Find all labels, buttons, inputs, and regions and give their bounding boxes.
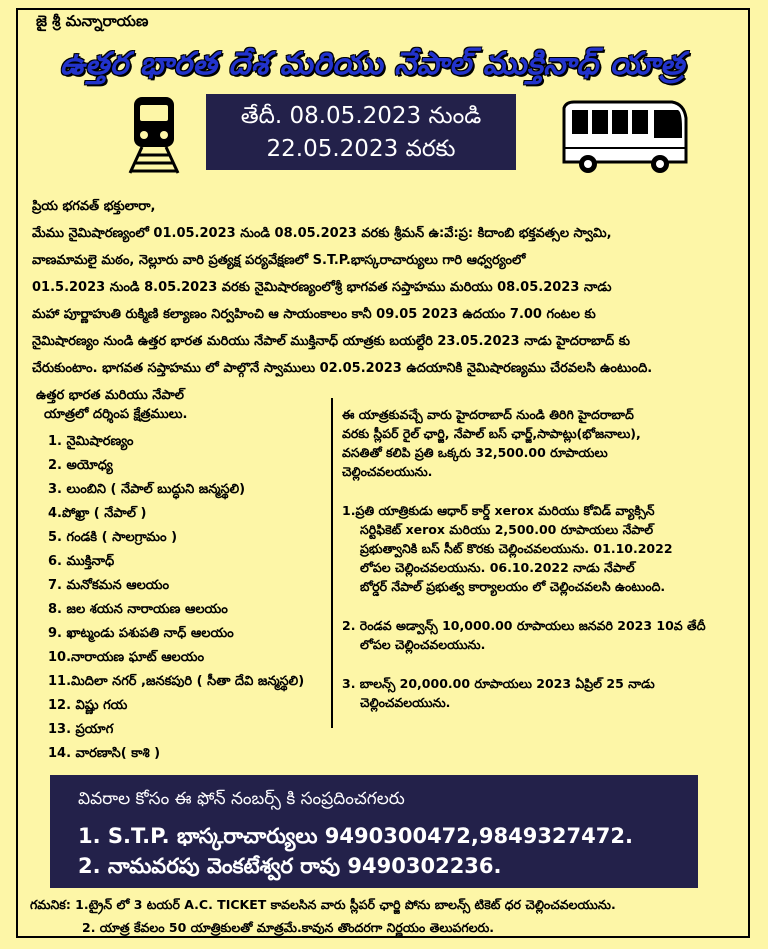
- contact-line-1: 1. S.T.P. భాస్కరాచార్యులు 9490300472,9849327472.: [78, 824, 633, 848]
- terms-section: [342, 405, 742, 712]
- list-item: 9. ఖాట్మండు పశుపతి నాధ్ ఆలయం: [48, 626, 234, 641]
- list-item: 8. జల శయన నారాయణ ఆలయం: [48, 602, 228, 617]
- terms-line: ప్రభుత్వానికి బస్ సీట్ కొరకు చెల్లించవలయును. 01.10.2022: [360, 541, 673, 556]
- page-title: ఉత్తర భారత దేశ మరియు నేపాల్ ముక్తినాధ్ యాత్ర: [60, 46, 685, 82]
- list-item: 7. మనోకమన ఆలయం: [48, 578, 170, 593]
- places-title-2: యాత్రలో దర్శింప క్షేత్రములు.: [44, 407, 188, 422]
- note-line-1: గమనిక: 1.ట్రైన్ లో 3 టయర్ A.C. TICKET కావలసిన వారు స్లీపర్ ఛార్జి పోను బాలన్స్ టికెట్ ధర చెల్లించవలయును.: [30, 897, 616, 912]
- list-item: 13. ప్రయాగ: [48, 722, 114, 737]
- terms-line: లోపల చెల్లించవలయును.: [360, 637, 486, 652]
- date-line-1: తేదీ. 08.05.2023 నుండి: [240, 103, 482, 129]
- contact-box: [50, 775, 698, 888]
- list-item: 1. నైమిషారణ్యం: [48, 434, 134, 449]
- contact-heading: వివరాల కోసం ఈ ఫోన్ నంబర్స్ కి సంప్రదించగలరు: [78, 789, 405, 809]
- list-item: 12. విష్ణు గయ: [48, 698, 128, 713]
- intro-line: చేరుకుంటాం. భాగవత సప్తాహము లో పాల్గొనే స్వాములు 02.05.2023 ఉదయానికి నైమిషారణ్యము చేరవలసి ఉంటుంది.: [32, 361, 653, 376]
- terms-line: సర్టిఫికెట్ xerox మరియు 2,500.00 రూపాయలు నేపాల్: [360, 522, 654, 537]
- list-item: 11.మిదిలా నగర్ ,జనకపురి ( సీతా దేవి జన్మస్థలి): [48, 674, 305, 689]
- date-box: [206, 94, 516, 170]
- list-item: 2. అయోధ్య: [48, 458, 113, 473]
- contact-line-2: 2. నామవరపు వెంకటేశ్వర రావు 9490302236.: [78, 854, 502, 878]
- terms-line: చెల్లించవలయును.: [342, 464, 433, 479]
- note-section: [30, 893, 750, 939]
- list-item: 14. వారణాసి( కాశి ): [48, 746, 161, 761]
- terms-line: బోర్డర్ నేపాల్ ప్రభుత్వ కార్యాలయం లో చెల్లించవలసి ఉంటుంది.: [360, 579, 666, 594]
- terms-line: 2. రెండవ అడ్వాన్స్ 10,000.00 రూపాయలు జనవరి 2023 10వ తేదీ: [342, 618, 706, 633]
- column-divider: [331, 398, 333, 728]
- places-list-section: [36, 386, 336, 766]
- bus-icon: [560, 98, 690, 176]
- terms-line: వరకు స్లీపర్ రైల్ ఛార్జి, నేపాల్ బస్ ఛార్జ్,సాపాట్లు(భోజనాలు),: [342, 426, 641, 441]
- list-item: 4.పోఖ్రా ( నేపాల్ ): [48, 506, 147, 521]
- blessing-text: జై శ్రీ మన్నారాయణ: [36, 12, 149, 30]
- list-item: 6. ముక్తినాధ్: [48, 554, 115, 569]
- terms-line: లోపల చెల్లించవలయును. 06.10.2022 నాడు నేపాల్: [360, 560, 635, 575]
- intro-line: 01.5.2023 నుండి 8.05.2023 వరకు నైమిషారణ్యంలోశ్రీ భాగవత సప్తాహము మరియు 08.05.2023 నాడు: [32, 280, 612, 295]
- intro-paragraph: [32, 193, 748, 382]
- salutation: ప్రియ భగవత్ భక్తులారా,: [32, 199, 156, 214]
- terms-line: 3. బాలన్స్ 20,000.00 రూపాయలు 2023 ఏప్రిల్ 25 నాడు: [342, 676, 655, 691]
- list-item: 5. గండకి ( సాలగ్రామం ): [48, 530, 178, 545]
- intro-line: మహా పూర్ణాహుతి రుక్మిణి కల్యాణం నిర్వహించి ఆ సాయంకాలం కానీ 09.05 2023 ఉదయం 7.00 గంటల కు: [32, 307, 596, 322]
- terms-line: చెల్లించవలయును.: [360, 695, 451, 710]
- list-item: 10.నారాయణ ఘాట్ ఆలయం: [48, 650, 205, 665]
- places-list: [36, 430, 336, 766]
- train-icon: [126, 95, 182, 175]
- terms-line: ఈ యాత్రకువచ్చే వారు హైదరాబాద్ నుండి తిరిగి హైదరాబాద్: [342, 407, 634, 422]
- intro-line: నైమిషారణ్యం నుండి ఉత్తర భారత మరియు నేపాల్ ముక్తినాధ్ యాత్రకు బయల్దేరి 23.05.2023 నాడు హైదరాబాద్ కు: [32, 334, 630, 349]
- note-line-2: 2. యాత్ర కేవలం 50 యాత్రికులతో మాత్రమే.కావున తొందరగా నిర్ణయం తెలుపగలరు.: [82, 920, 495, 935]
- intro-line: వాణమామలై మఠం, నెల్లూరు వారి ప్రత్యక్ష పర్యవేక్షణలో S.T.P.భాస్కరాచార్యులు గారి ఆధ్వర్యంలో: [32, 253, 526, 268]
- intro-line: మేము నైమిషారణ్యంలో 01.05.2023 నుండి 08.05.2023 వరకు శ్రీమన్ ఉ:వే:ప్ర: కిదాంబి భక్తవత్సల స్వామి,: [32, 226, 612, 241]
- terms-line: వసతితో కలిపి ప్రతి ఒక్కరు 32,500.00 రూపాయలు: [342, 445, 608, 460]
- date-line-2: 22.05.2023 వరకు: [266, 136, 456, 162]
- terms-line: 1.ప్రతి యాత్రికుడు ఆధార్ కార్డ్ xerox మరియు కోవిడ్ వ్యాక్సిన్: [342, 503, 655, 518]
- places-title-1: ఉత్తర భారత మరియు నేపాల్: [36, 388, 184, 403]
- list-item: 3. లుంబిని ( నేపాల్ బుద్ధుని జన్మస్థలి): [48, 482, 246, 497]
